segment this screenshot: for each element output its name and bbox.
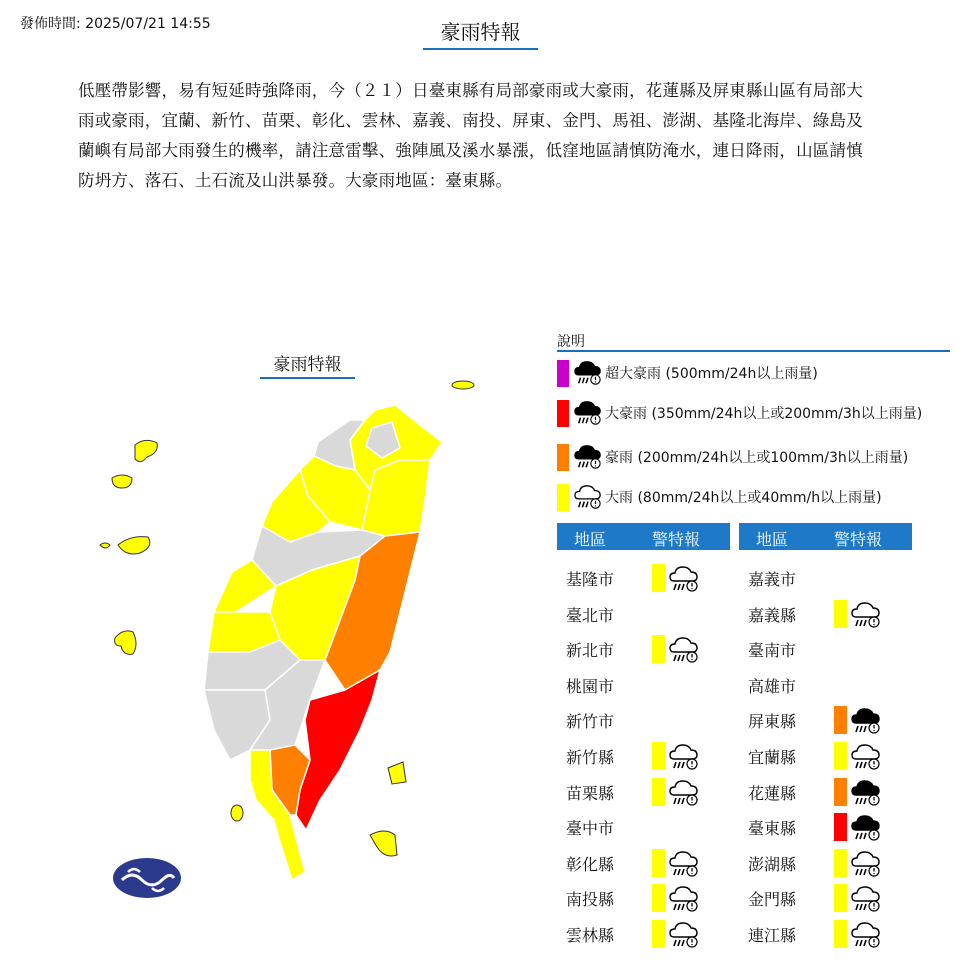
island-orchid (370, 831, 397, 856)
outline-cloud-rain-icon (851, 920, 881, 950)
warning-icon (851, 849, 881, 879)
legend-title: 說明 (557, 334, 585, 350)
page-title: 豪雨特報 (423, 16, 538, 50)
warning-icon (669, 849, 699, 879)
legend-label: 超大豪雨 (500mm/24h以上雨量) (605, 366, 818, 382)
warning-icon (851, 920, 881, 950)
island-penghu (100, 537, 150, 655)
table-row (557, 705, 730, 735)
outline-cloud-rain-icon (851, 742, 881, 772)
warning-icon (851, 600, 881, 630)
header-region: 地區 (574, 530, 607, 549)
region-name: 苗栗縣 (566, 783, 615, 803)
table-row (739, 883, 912, 913)
dark-cloud-rain-icon (851, 706, 881, 736)
warning-icon (669, 884, 699, 914)
table-row (557, 741, 730, 771)
legend-divider (557, 350, 950, 352)
table-row (557, 919, 730, 949)
legend-icon (574, 483, 602, 511)
table-row (557, 777, 730, 807)
region-name: 新竹市 (566, 712, 615, 732)
warning-swatch (834, 884, 847, 912)
warning-swatch (834, 742, 847, 770)
table-row (739, 705, 912, 735)
table-header-left (557, 523, 730, 550)
island-matsu (452, 381, 474, 389)
table-row (557, 883, 730, 913)
warning-icon (669, 742, 699, 772)
warning-description: 低壓帶影響，易有短延時強降雨，今（２１）日臺東縣有局部豪雨或大豪雨，花蓮縣及屏東縣山區有局部大雨或豪雨，宜蘭、新竹、苗栗、彰化、雲林、嘉義、南投、屏東、金門、馬祖、澎湖、基隆北海岸、綠島及蘭嶼有局部大雨發生的機率，請注意雷擊、強陣風及溪水暴漲，低窪地區請慎防淹水，連日降雨，山區請慎防坍方、落石、土石流及山洪暴發。大豪雨地區：臺東縣。 (78, 81, 863, 190)
region-name: 宜蘭縣 (748, 748, 797, 767)
region-name: 雲林縣 (566, 926, 615, 945)
table-row (739, 848, 912, 878)
legend-label: 豪雨 (200mm/24h以上或100mm/3h以上雨量) (605, 450, 909, 466)
region-name: 澎湖縣 (748, 854, 797, 874)
region-name: 新北市 (566, 641, 615, 661)
warning-icon (851, 813, 881, 843)
region-name: 基隆市 (566, 570, 615, 589)
warning-icon (669, 564, 699, 594)
table-row (739, 741, 912, 771)
region-name: 南投縣 (566, 890, 615, 910)
region-name: 花蓮縣 (748, 783, 797, 803)
legend-icon (574, 359, 602, 387)
legend-swatch (557, 360, 569, 387)
legend-item-torrential (557, 443, 908, 471)
table-row (739, 919, 912, 949)
region-name: 臺北市 (566, 605, 615, 625)
legend-swatch (557, 484, 569, 511)
taiwan-warning-map (0, 370, 500, 930)
warning-swatch (652, 778, 665, 806)
table-row (557, 599, 730, 629)
region-name: 嘉義市 (748, 570, 797, 589)
island-green (388, 762, 406, 784)
legend-swatch (557, 400, 569, 427)
warning-icon (851, 884, 881, 914)
header-warning: 警特報 (652, 530, 701, 549)
outline-cloud-rain-icon (669, 635, 699, 665)
outline-cloud-rain-icon (669, 564, 699, 594)
region-name: 嘉義縣 (748, 605, 797, 625)
warning-swatch (834, 920, 847, 948)
table-row (739, 812, 912, 842)
legend-swatch (557, 444, 569, 471)
outline-cloud-rain-icon (851, 849, 881, 879)
warning-swatch (652, 635, 665, 663)
outline-cloud-rain-icon (851, 600, 881, 630)
warning-swatch (652, 920, 665, 948)
table-row (739, 777, 912, 807)
region-name: 金門縣 (748, 890, 797, 910)
warning-icon (669, 635, 699, 665)
header-region: 地區 (756, 530, 789, 549)
region-name: 臺中市 (566, 819, 615, 839)
map-title: 豪雨特報 (260, 350, 355, 379)
cwa-logo (113, 858, 181, 898)
table-row (739, 670, 912, 700)
warning-icon (669, 778, 699, 808)
warning-icon (669, 920, 699, 950)
warning-swatch (834, 813, 847, 841)
island-liuqiu (231, 805, 243, 821)
table-row (739, 599, 912, 629)
warning-swatch (834, 778, 847, 806)
outline-cloud-rain-icon (851, 884, 881, 914)
legend-item-extreme (557, 359, 818, 387)
table-row (557, 848, 730, 878)
dark-cloud-rain-icon (574, 399, 602, 427)
region-name: 屏東縣 (748, 712, 797, 732)
outline-cloud-rain-icon (669, 884, 699, 914)
region-name: 新竹縣 (566, 748, 615, 767)
legend-label: 大豪雨 (350mm/24h以上或200mm/3h以上雨量) (605, 406, 923, 422)
legend-item-heavy (557, 483, 882, 511)
table-row (557, 812, 730, 842)
dark-cloud-rain-icon (851, 778, 881, 808)
dark-cloud-rain-icon (851, 813, 881, 843)
warning-swatch (652, 564, 665, 592)
region-name: 高雄市 (748, 676, 797, 696)
dark-cloud-rain-icon (574, 359, 602, 387)
legend-icon (574, 443, 602, 471)
warning-swatch (834, 849, 847, 877)
region-name: 連江縣 (748, 926, 797, 945)
legend-item-torrential_heavy (557, 399, 922, 427)
legend-icon (574, 399, 602, 427)
warning-icon (851, 706, 881, 736)
outline-cloud-rain-icon (669, 849, 699, 879)
region-name: 桃園市 (566, 676, 615, 696)
region-name: 臺南市 (748, 641, 797, 661)
table-header-right (739, 523, 912, 550)
table-row (739, 563, 912, 593)
outline-cloud-rain-icon (574, 483, 602, 511)
region-name: 臺東縣 (748, 819, 797, 839)
warning-swatch (834, 706, 847, 734)
issued-time: 發佈時間: 2025/07/21 14:55 (20, 16, 211, 32)
legend-label: 大雨 (80mm/24h以上或40mm/h以上雨量) (605, 490, 882, 506)
table-row (739, 634, 912, 664)
warning-swatch (652, 884, 665, 912)
warning-icon (851, 778, 881, 808)
table-row (557, 634, 730, 664)
outline-cloud-rain-icon (669, 920, 699, 950)
table-row (557, 670, 730, 700)
dark-cloud-rain-icon (574, 443, 602, 471)
table-row (557, 563, 730, 593)
header-warning: 警特報 (834, 530, 883, 549)
warning-swatch (834, 600, 847, 628)
island-kinmen (112, 440, 157, 488)
warning-swatch (652, 849, 665, 877)
outline-cloud-rain-icon (669, 778, 699, 808)
warning-swatch (652, 742, 665, 770)
warning-icon (851, 742, 881, 772)
outline-cloud-rain-icon (669, 742, 699, 772)
region-name: 彰化縣 (566, 854, 615, 874)
